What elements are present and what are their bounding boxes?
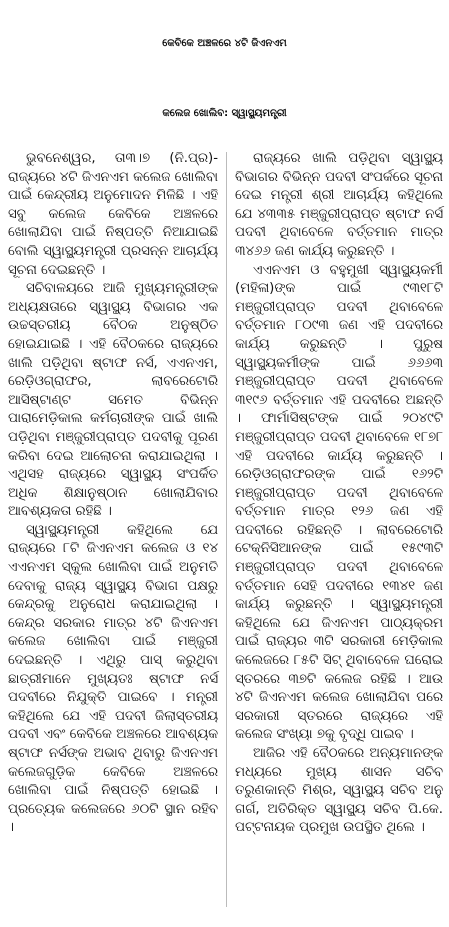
paragraph: ଭୁବନେଶ୍ୱର, ତା୩।୭ (ନି.ପ୍ର)- ରାଜ୍ୟରେ ୪ଟି ଜିଏନଏମ କଲେଜ ଖୋଲିବା ପାଇଁ କେନ୍ଦ୍ରୀୟ ଅନୁମୋଦନ ମିଳିଛି । ଏହି ସବୁ କଲେଜ କେବିକେ ଅଞ୍ଚଳରେ ଖୋଲାଯିବା ପାଇଁ ନିଷ୍ପତ୍ତି ନିଆଯାଇଛି ବୋଲି ସ୍ୱାସ୍ଥ୍ୟମନ୍ତ୍ରୀ ପ୍ରସନ୍ନ ଆଚାର୍ଯ୍ୟ ସୂଚନା ଦେଇଛନ୍ତି । bbox=[8, 151, 218, 278]
column-divider bbox=[226, 152, 227, 907]
headline-line-2: କଲେଜ ଖୋଲିବ: ସ୍ୱାସ୍ଥ୍ୟମନ୍ତ୍ରୀ bbox=[162, 108, 287, 119]
paragraph: ସଚିବାଳୟରେ ଆଜି ମୁଖ୍ୟମନ୍ତ୍ରୀଙ୍କ ଅଧ୍ୟକ୍ଷତାରେ ସ୍ୱାସ୍ଥ୍ୟ ବିଭାଗର ଏକ ଉଚ୍ଚସ୍ତରୀୟ ବୈଠକ ଅନୁଷ୍ଠିତ ହୋଇଯାଇଛି । ଏହି ବୈଠକରେ ରାଜ୍ୟରେ ଖାଲି ପଡ଼ିଥିବା ଷ୍ଟାଫ ନର୍ସ, ଏଏନଏମ, ରେଡ଼ିଓଗ୍ରାଫର, ଲାବରେଟୋରି ଆସିଷ୍ଟାଣ୍ଟ ସମେତ ବିଭିନ୍ନ ପାରାମେଡ଼ିକାଲ କର୍ମଚାରୀଙ୍କ ପାଇଁ ଖାଲି ପଡ଼ିଥିବା ମଞ୍ଜୁରୀପ୍ରାପ୍ତ ପଦବୀକୁ ପୂରଣ କରିବା ଦେଇ ଆଲୋଚନା କରାଯାଇଥିଲା । ଏଥିସହ ରାଜ୍ୟରେ ସ୍ୱାସ୍ଥ୍ୟ ସଂପର୍କିତ ଅଧିକ ଶିକ୍ଷାନୁଷ୍ଠାନ ଖୋଲାଯିବାର ଆବଶ୍ୟକତା ରହିଛି । bbox=[8, 281, 218, 520]
paragraph: ଏଏନଏମ ଓ ବହୁମୁଖୀ ସ୍ୱାସ୍ଥ୍ୟକର୍ମୀ (ମହିଳା)ଙ୍କ ପାଇଁ ୯୩୧୮ଟି ମଞ୍ଜୁରୀପ୍ରାପ୍ତ ପଦବୀ ଥିବାବେଳେ ବର୍ତ୍ତମାନ ୮୦୯୩ ଜଣ ଏହି ପଦବୀରେ କାର୍ଯ୍ୟ କରୁଛନ୍ତି । ପୁରୁଷ ସ୍ୱାସ୍ଥ୍ୟକର୍ମୀଙ୍କ ପାଇଁ ୬୬୬୩ ମଞ୍ଜୁରୀପ୍ରାପ୍ତ ପଦବୀ ଥିବାବେଳେ ୩୧୯୬ ବର୍ତ୍ତମାନ ଏହି ପଦବୀରେ ଅଛନ୍ତି । ଫାର୍ମାସିଷ୍ଟଙ୍କ ପାଇଁ ୨୦୪୯ଟି ମଞ୍ଜୁରୀପ୍ରାପ୍ତ ପଦବୀ ଥିବାବେଳେ ୧୮୭୮ ଏହି ପଦବୀରେ କାର୍ଯ୍ୟ କରୁଛନ୍ତି । ରେଡ଼ିଓଗ୍ରାଫରଙ୍କ ପାଇଁ ୧୬୨ଟି ମଞ୍ଜୁରୀପ୍ରାପ୍ତ ପଦବୀ ଥିବାବେଳେ ବର୍ତ୍ତମାନ ମାତ୍ର ୧୨୬ ଜଣ ଏହି ପଦବୀରେ ରହିଛନ୍ତି । ଲାବରେଟୋରି ଟେକ୍ନିସିଆନଙ୍କ ପାଇଁ ୧୫୯୩ଟି ମଞ୍ଜୁରୀପ୍ରାପ୍ତ ପଦବୀ ଥିବାବେଳେ ବର୍ତ୍ତମାନ ସେହି ପଦବୀରେ ୧୩୪୧ ଜଣ କାର୍ଯ୍ୟ କରୁଛନ୍ତି । ସ୍ୱାସ୍ଥ୍ୟମନ୍ତ୍ରୀ କହିଥିଲେ ଯେ ଜିଏନଏମ ପାଠ୍ୟକ୍ରମ ପାଇଁ ରାଜ୍ୟର ୩ଟି ସରକାରୀ ମେଡ଼ିକାଲ କଲେଜରେ ୮୫ଟି ସିଟ୍ ଥିବାବେଳେ ଘରୋଇ ସ୍ତରରେ ୩୭ଟି କଲେଜ ରହିଛି । ଆଉ ୪ଟି ଜିଏନଏମ କଲେଜ ଖୋଲାଯିବା ପରେ ସରକାରୀ ସ୍ତରରେ ରାଜ୍ୟରେ ଏହି କଲେଜ ସଂଖ୍ୟା ୭କୁ ବୃଦ୍ଧି ପାଇବ । bbox=[235, 262, 443, 743]
paragraph: ସ୍ୱାସ୍ଥ୍ୟମନ୍ତ୍ରୀ କହିଥିଲେ ଯେ ରାଜ୍ୟରେ ୮ଟି ଜିଏନଏମ କଲେଜ ଓ ୧୪ ଏଏନଏମ ସ୍କୁଲ ଖୋଲିବା ପାଇଁ ଅନୁମତି ଦେବାକୁ ରାଜ୍ୟ ସ୍ୱାସ୍ଥ୍ୟ ବିଭାଗ ପକ୍ଷରୁ କେନ୍ଦ୍ରକୁ ଅନୁରୋଧ କରାଯାଇଥିଲା । କେନ୍ଦ୍ର ସରକାର ମାତ୍ର ୪ଟି ଜିଏନଏମ କଲେଜ ଖୋଲିବା ପାଇଁ ମଞ୍ଜୁରୀ ଦେଇଛନ୍ତି । ଏଥିରୁ ପାସ୍ କରୁଥିବା ଛାତ୍ରୀମାନେ ମୁଖ୍ୟତଃ ଷ୍ଟାଫ ନର୍ସ ପଦବୀରେ ନିଯୁକ୍ତି ପାଇବେ । ମନ୍ତ୍ରୀ କହିଥିଲେ ଯେ ଏହି ପଦବୀ ଜିଲାସ୍ତରୀୟ ପଦବୀ ଏବଂ କେବିକେ ଅଞ୍ଚଳରେ ଆବଶ୍ୟକ ଷ୍ଟାଫ ନର୍ସଙ୍କ ଅଭାବ ଥିବାରୁ ଜିଏନଏମ କଲେଜଗୁଡ଼ିକ କେବିକେ ଅଞ୍ଚଳରେ ଖୋଲିବା ପାଇଁ ନିଷ୍ପତ୍ତି ହୋଇଛି । ପ୍ରତ୍ୟେକ କଲେଜରେ ୬୦ଟି ସ୍ଥାନ ରହିବ । bbox=[8, 522, 218, 836]
article-column-left bbox=[8, 150, 218, 838]
headline-line-1: କେବିକେ ଅଞ୍ଚଳରେ ୪ଟି ଜିଏନଏମ bbox=[162, 38, 287, 49]
paragraph: ରାଜ୍ୟରେ ଖାଲି ପଡ଼ିଥିବା ସ୍ୱାସ୍ଥ୍ୟ ବିଭାଗର ବିଭିନ୍ନ ପଦବୀ ସଂପର୍କରେ ସୂଚନା ଦେଇ ମନ୍ତ୍ରୀ ଶ୍ରୀ ଆଚାର୍ଯ୍ୟ କହିଥିଲେ ଯେ ୪୩୩୫ ମଞ୍ଜୁରୀପ୍ରାପ୍ତ ଷ୍ଟାଫ ନର୍ସ ପଦବୀ ଥିବାବେଳେ ବର୍ତ୍ତମାନ ମାତ୍ର ୩୪୬୬ ଜଣ କାର୍ଯ୍ୟ କରୁଛନ୍ତି । bbox=[235, 151, 443, 259]
article-column-right bbox=[235, 150, 443, 838]
paragraph: ଆଜିର ଏହି ବୈଠକରେ ଅନ୍ୟମାନଙ୍କ ମଧ୍ୟରେ ମୁଖ୍ୟ ଶାସନ ସଚିବ ତରୁଣକାନ୍ତି ମିଶ୍ର, ସ୍ୱାସ୍ଥ୍ୟ ସଚିବ ଅନୁ ଗର୍ଗ, ଅତିରିକ୍ତ ସ୍ୱାସ୍ଥ୍ୟ ସଚିବ ପି.କେ. ପଟ୍ଟନାୟକ ପ୍ରମୁଖ ଉପସ୍ଥିତ ଥିଲେ । bbox=[235, 746, 443, 836]
